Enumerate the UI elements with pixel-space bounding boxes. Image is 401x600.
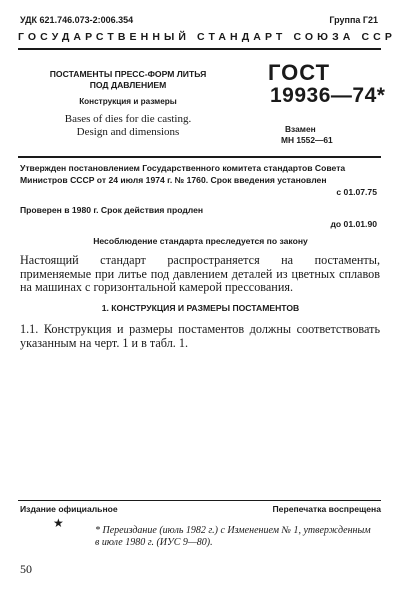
replaces-value: МН 1552—61 [281, 135, 333, 145]
udk-code: УДК 621.746.073-2:006.354 [20, 15, 134, 25]
approval-statement: Утвержден постановлением Государственного комитета стандартов Совета Министров СССР от 24 июля 1974 г. № 1760. Срок введения установлен [20, 163, 346, 185]
extended-date: до 01.01.90 [330, 219, 377, 229]
section-title: 1. КОНСТРУКЦИЯ И РАЗМЕРЫ ПОСТАМЕНТОВ [101, 303, 300, 313]
effective-date: с 01.07.75 [336, 187, 377, 197]
gost-label: ГОСТ [268, 60, 331, 85]
review-statement: Проверен в 1980 г. Срок действия продлен [20, 205, 204, 215]
gost-number: 19936—74* [270, 84, 386, 107]
star-icon: ★ [53, 516, 64, 530]
legal-notice: Несоблюдение стандарта преследуется по закону [93, 236, 308, 246]
group-code: Группа Г21 [329, 15, 378, 25]
header-divider [18, 48, 381, 50]
state-standard-banner: ГОСУДАРСТВЕННЫЙ СТАНДАРТ СОЮЗА ССР [18, 31, 396, 43]
english-title: Bases of dies for die casting. Design and dimensions [64, 113, 192, 138]
page-number: 50 [20, 562, 32, 576]
intro-paragraph: Настоящий стандарт распространяется на постаменты, применяемые при литье под давлением деталей из цветных сплавов на машинах с горизонтальной камерой прессования. [20, 253, 380, 295]
reissue-footnote: * Переиздание (июль 1982 г.) с Изменением № 1, утвержденным в июле 1980 г. (ИУС 9—80). [95, 525, 371, 548]
paragraph-1-1: 1.1. Конструкция и размеры постаментов должны соответствовать указанным на черт. 1 и в табл. 1. [20, 322, 380, 350]
document-title: ПОСТАМЕНТЫ ПРЕСС-ФОРМ ЛИТЬЯ ПОД ДАВЛЕНИЕМ [49, 69, 207, 90]
replaces-label: Взамен [285, 124, 316, 134]
document-subtitle: Конструкция и размеры [79, 97, 177, 106]
official-edition-label: Издание официальное [20, 504, 118, 514]
title-divider [18, 156, 381, 158]
reprint-notice: Перепечатка воспрещена [272, 504, 381, 514]
footer-divider [18, 500, 381, 501]
